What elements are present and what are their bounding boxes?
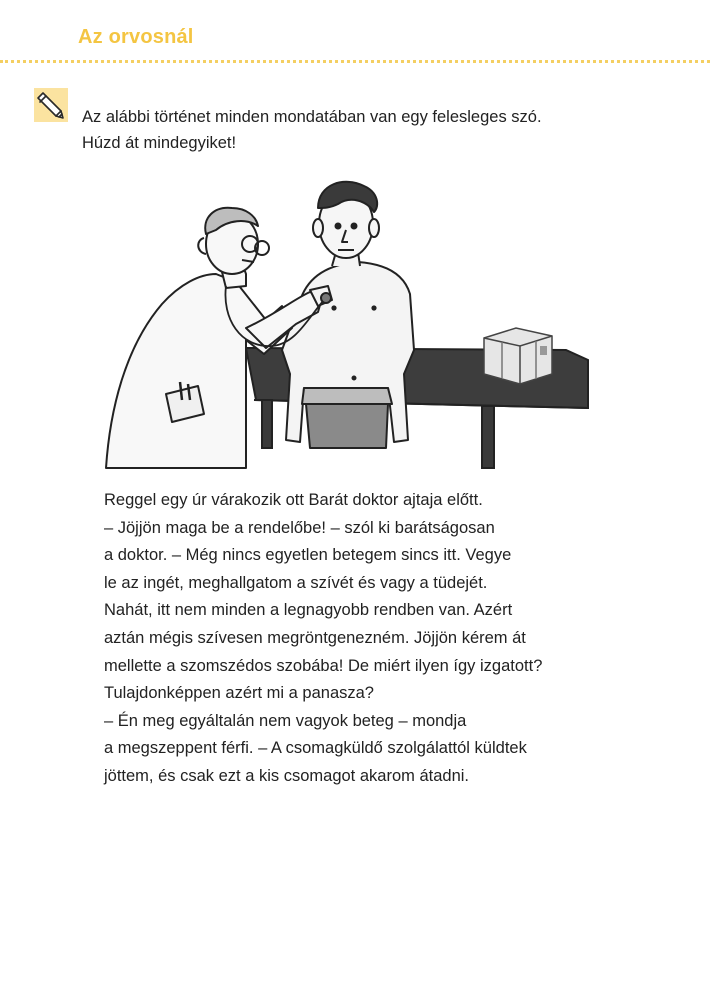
parcel-box	[484, 328, 552, 384]
pencil-icon	[34, 88, 68, 122]
story-line: a doktor. – Még nincs egyetlen betegem sincs itt. Vegye	[104, 546, 512, 565]
instruction-line: Húzd át mindegyiket!	[82, 134, 237, 152]
page-title: Az orvosnál	[78, 26, 194, 48]
story-line: aztán mégis szívesen megröntgenezném. Jöjjön kérem át	[104, 628, 526, 647]
story-line: a megszeppent férfi. – A csomagküldő szolgálattól küldtek	[104, 739, 527, 758]
story-line: Reggel egy úr várakozik ott Barát doktor ajtaja előtt.	[104, 491, 483, 509]
story-line: Tulajdonképpen azért mi a panasza?	[104, 684, 374, 703]
story-line: jöttem, és csak ezt a kis csomagot akarom átadni.	[104, 766, 469, 785]
story-line: Nahát, itt nem minden a legnagyobb rendben van. Azért	[104, 601, 513, 620]
story-line: le az ingét, meghallgatom a szívét és vagy a tüdejét.	[104, 573, 488, 592]
instruction-line: Az alábbi történet minden mondatában van egy felesleges szó.	[82, 108, 542, 126]
story-line: – Én meg egyáltalán nem vagyok beteg – mondja	[104, 711, 467, 730]
task-instruction	[82, 104, 642, 156]
dotted-divider	[0, 60, 710, 63]
story-line: mellette a szomszédos szobába! De miért ilyen így izgatott?	[104, 656, 543, 675]
story-text	[104, 487, 664, 791]
doctor-patient-illustration	[96, 178, 606, 478]
story-line: – Jöjjön maga be a rendelőbe! – szól ki barátságosan	[104, 518, 495, 537]
